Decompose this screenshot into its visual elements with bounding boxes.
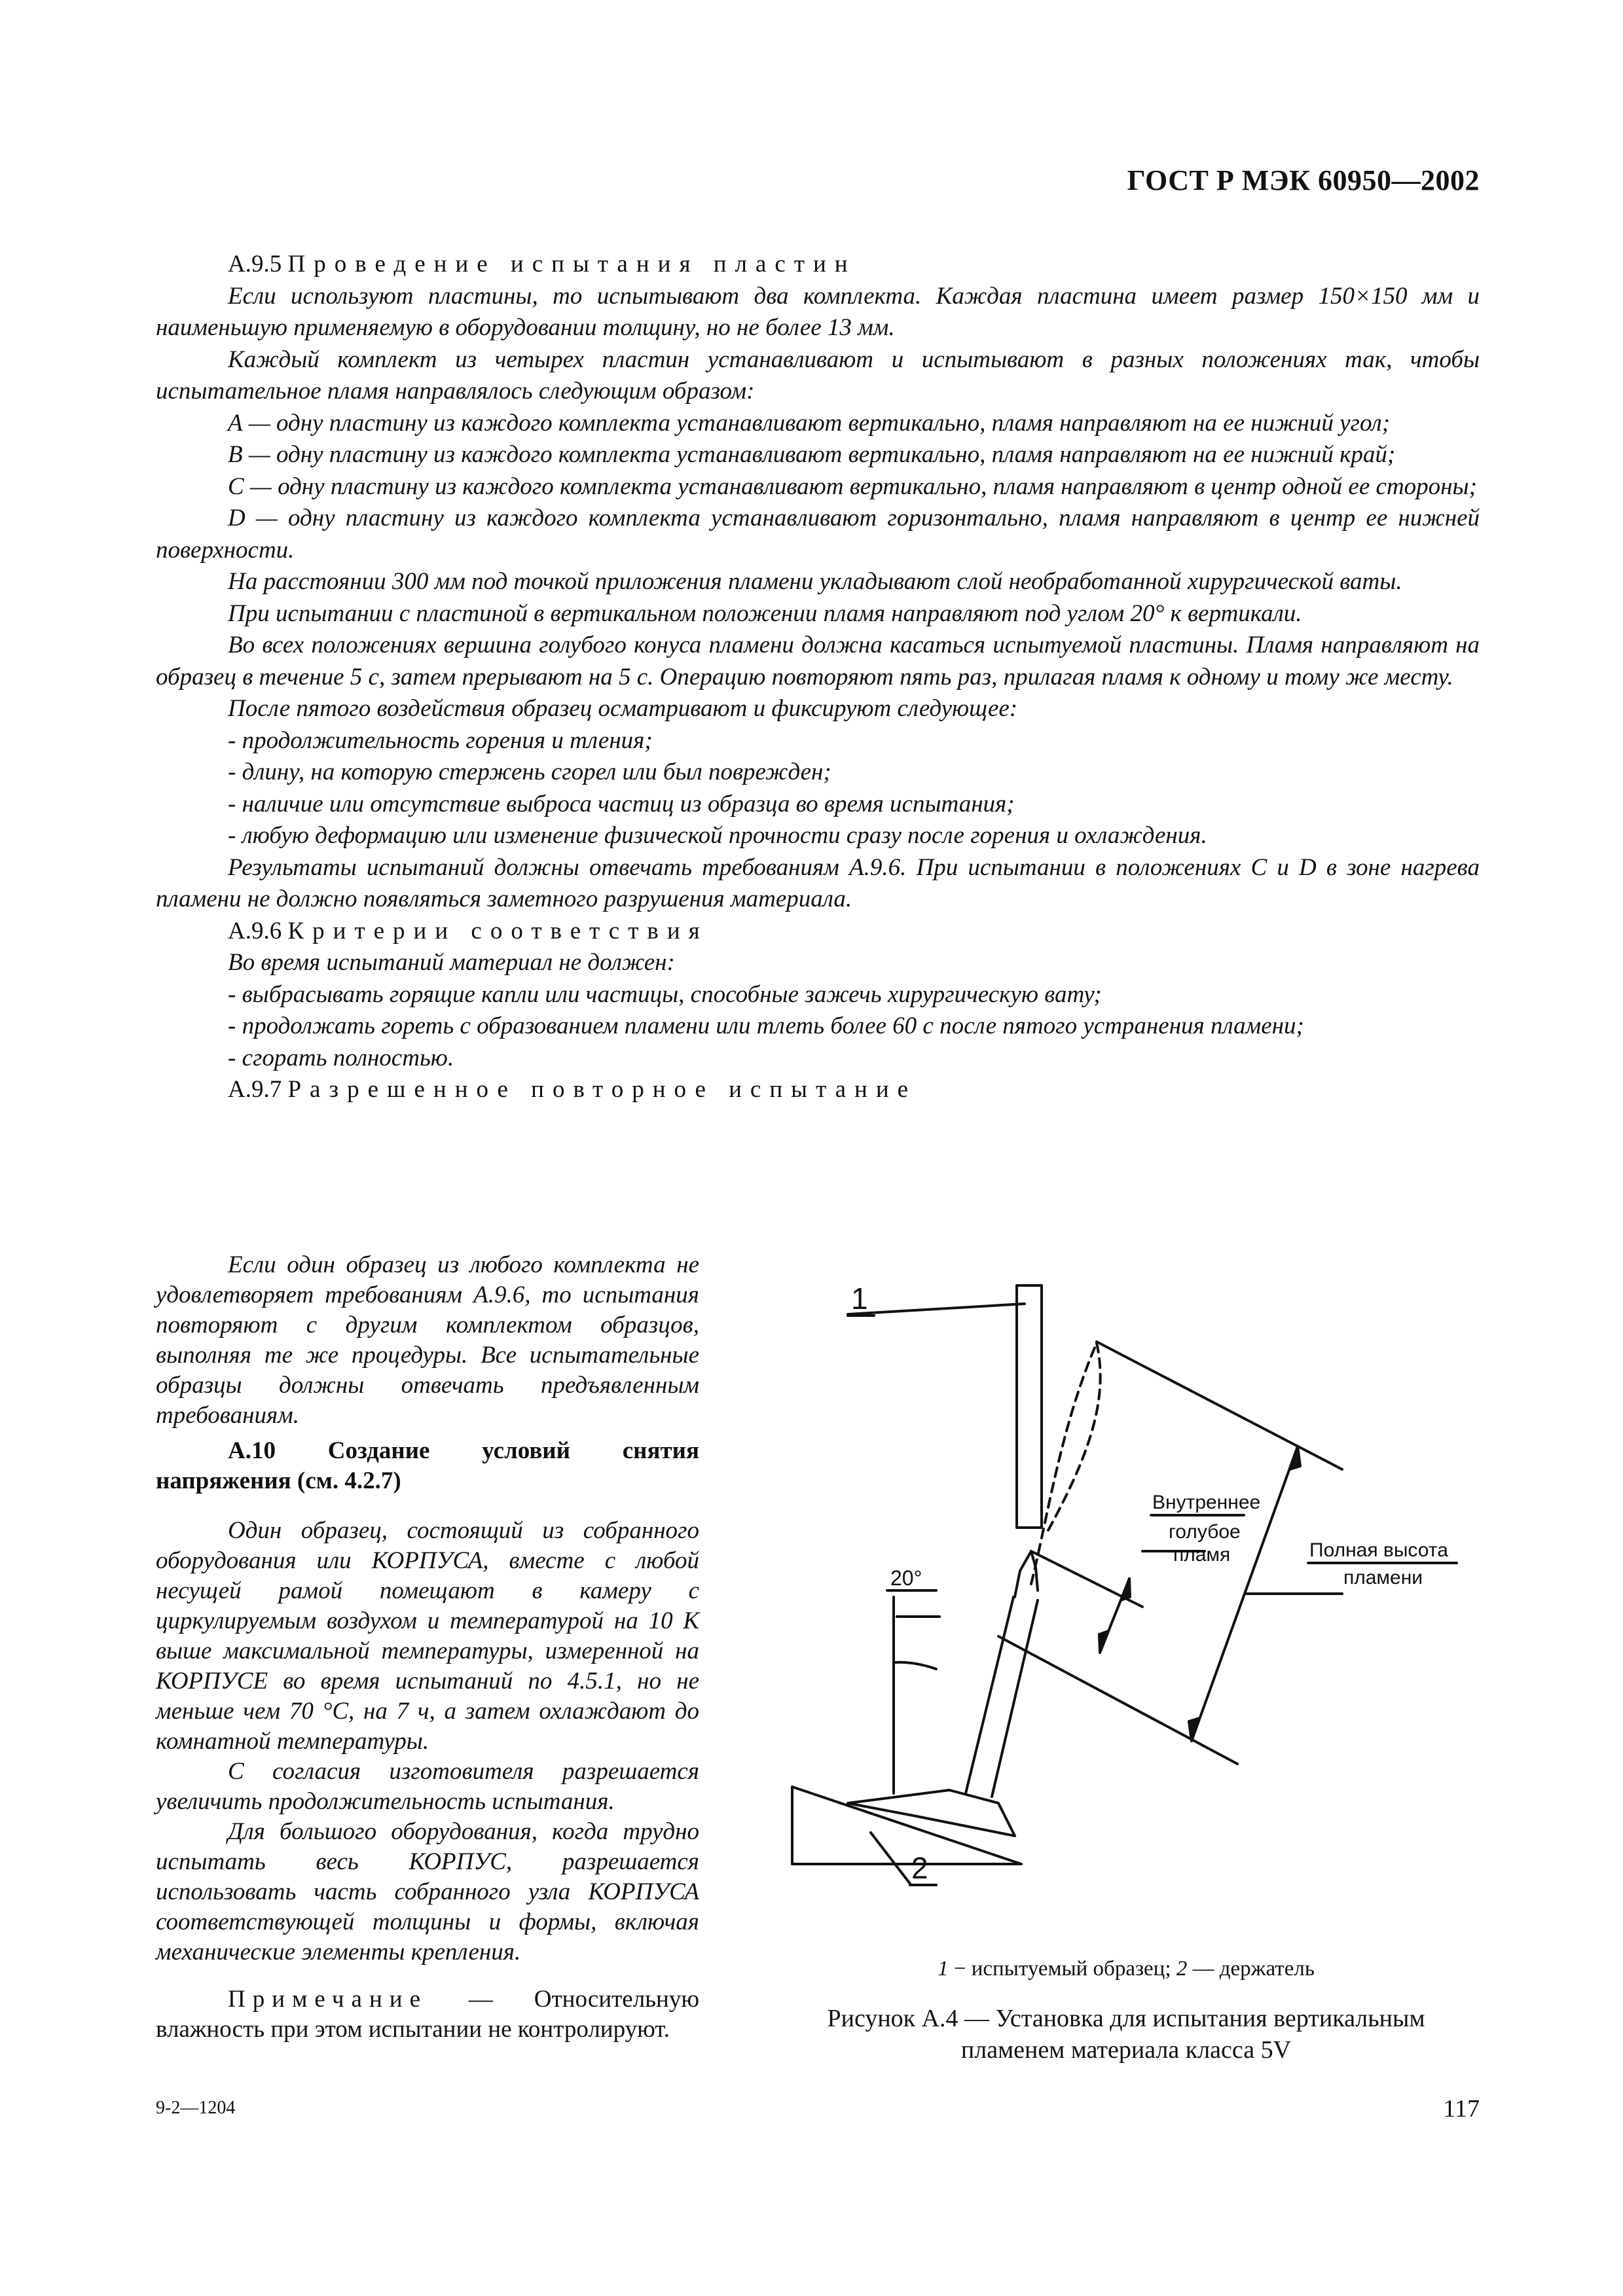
inner-flame-label-1: Внутреннее — [1152, 1492, 1261, 1513]
page-number: 117 — [1443, 2095, 1480, 2123]
left-column — [156, 1250, 699, 2045]
section-a96-title: Критерии соответствия — [287, 917, 708, 944]
a10-paragraph-3: Для большого оборудования, когда трудно испытать весь КОРПУС, разрешается использовать часть собранного узла КОРПУСА соответствующей толщины и формы, включая механические элементы крепления. — [156, 1818, 699, 1965]
legend-text-2: — держатель — [1187, 1957, 1315, 1981]
section-a95-title: Проведение испытания пластин — [287, 251, 856, 278]
figure-caption-line-1: Рисунок А.4 — Установка для испытания вертикальным — [827, 2005, 1425, 2032]
holder-base — [792, 1787, 1021, 1864]
a10-paragraph-1: Один образец, состоящий из собранного оборудования или КОРПУСА, вместе с любой несущей рамой помещают в камеру с циркулируемым воздухом и температурой на 10 К выше максимальной температуры, измеренной на КОРПУСЕ во время испытаний по 4.5.1, но не меньше чем 70 °С, на 7 ч, а затем охлаждают до комнатной температуры. — [156, 1517, 699, 1755]
figure-legend — [773, 1957, 1480, 1981]
figure-a4-diagram — [773, 1244, 1493, 1937]
legend-num-2: 2 — [1176, 1957, 1188, 1981]
burner-tube-right — [992, 1600, 1038, 1797]
a95-list-item-2: - длину, на которую стержень сгорел или был поврежден; — [228, 759, 831, 785]
figure-label-2: 2 — [911, 1851, 928, 1885]
a95-list-item-4: - любую деформацию или изменение физической прочности сразу после горения и охлаждения. — [228, 822, 1207, 849]
a96-list-item-3: - сгорать полностью. — [228, 1044, 454, 1071]
a95-item-a: А — одну пластину из каждого комплекта устанавливают вертикально, пламя направляют на ее нижний угол; — [228, 409, 1391, 437]
label-1-leader — [848, 1304, 1025, 1314]
a97-paragraph: Если один образец из любого комплекта не удовлетворяет требованиям А.9.6, то испытания повторяют с другим комплектом образцов, выполняя те же процедуры. Все испытательные образцы должны отвечать предъявленным требованиям. — [156, 1251, 699, 1429]
standard-header: ГОСТ Р МЭК 60950—2002 — [1127, 164, 1480, 196]
a95-paragraph-angle: При испытании с пластиной в вертикальном положении пламя направляют под углом 20° к вертикали. — [228, 600, 1302, 627]
a95-item-d: D — одну пластину из каждого комплекта устанавливают горизонтально, пламя направляют в центр ее нижней поверхности. — [156, 505, 1480, 564]
a10-note — [156, 1984, 699, 2045]
section-a95-heading — [156, 249, 1480, 281]
figure-caption-line-2: пламенем материала класса 5V — [960, 2036, 1292, 2064]
inner-flame-label-2: голубое — [1169, 1521, 1241, 1543]
a95-paragraph-cone: Во всех положениях вершина голубого конуса пламени должна касаться испытуемой пластины. Пламя направляют на образец в течение 5 с, затем прерывают на 5 с. Операцию повторяют пять раз, прилагая пламя к одному и тому же месту. — [156, 632, 1480, 691]
a95-item-c: С — одну пластину из каждого комплекта устанавливают вертикально, пламя направляют в центр одной ее стороны; — [228, 473, 1477, 500]
inner-height-arrow-bottom — [1099, 1631, 1108, 1653]
a95-paragraph-1: Если используют пластины, то испытывают два комплекта. Каждая пластина имеет размер 150×150 мм и наименьшую применяемую в оборудовании толщину, но не более 13 мм. — [156, 282, 1480, 341]
full-height-label-1: Полная высота — [1309, 1539, 1448, 1561]
specimen-bar — [1017, 1285, 1042, 1528]
section-a10-heading: А.10 Создание условий снятия напряжения (см. 4.2.7) — [156, 1437, 699, 1494]
a95-paragraph-cotton: На расстоянии 300 мм под точкой приложения пламени укладывают слой необработанной хирургической ваты. — [228, 568, 1402, 595]
section-a97-number: А.9.7 — [228, 1076, 282, 1103]
angle-label: 20° — [890, 1566, 922, 1590]
a95-paragraph-results: Результаты испытаний должны отвечать требованиям А.9.6. При испытании в положениях С и D в зоне нагрева пламени не должно появляться заметного разрушения материала. — [156, 853, 1480, 912]
figure-label-1: 1 — [851, 1282, 868, 1316]
label-2-leader — [871, 1833, 910, 1884]
inner-height-arrow-top — [1121, 1579, 1130, 1600]
section-a97-title: Разрешенное повторное испытание — [287, 1076, 917, 1103]
a96-list-item-1: - выбрасывать горящие капли или частицы, способные зажечь хирургическую вату; — [228, 980, 1102, 1008]
a10-paragraph-2: С согласия изготовителя разрешается увеличить продолжительность испытания. — [156, 1758, 699, 1815]
section-a96-heading — [156, 916, 1480, 948]
full-height-extension-bottom — [998, 1636, 1237, 1764]
a95-list-item-3: - наличие или отсутствие выброса частиц из образца во время испытания; — [228, 790, 1015, 817]
inner-flame-label-3: пламя — [1173, 1544, 1231, 1566]
legend-text-1: − испытуемый образец; — [948, 1957, 1176, 1981]
full-height-extension-top — [1097, 1342, 1342, 1469]
note-label: Примечание — [228, 1986, 428, 2013]
inner-flame-cone — [1015, 1551, 1038, 1597]
a95-paragraph-2: Каждый комплект из четырех пластин устанавливают и испытывают в разных положениях так, чтобы испытательное пламя направлялось следующим образом: — [156, 346, 1480, 404]
main-text-full-width — [156, 249, 1480, 1106]
section-a97-heading — [156, 1074, 1480, 1106]
a96-list-item-2: - продолжать гореть с образованием пламени или тлеть более 60 с после пятого устранения пламени; — [228, 1013, 1304, 1039]
angle-arc — [894, 1662, 936, 1669]
a95-paragraph-inspect: После пятого воздействия образец осматривают и фиксируют следующее: — [228, 695, 1018, 722]
burner-tube-left — [966, 1597, 1013, 1793]
full-height-label-2: пламени — [1343, 1567, 1423, 1588]
section-a96-number: А.9.6 — [228, 917, 282, 944]
outer-flame-curve — [1048, 1343, 1101, 1532]
footer-code: 9-2—1204 — [156, 2098, 236, 2118]
section-a95-number: А.9.5 — [228, 251, 282, 278]
a95-list-item-1: - продолжительность горения и тления; — [228, 726, 653, 754]
a96-paragraph-1: Во время испытаний материал не должен: — [228, 949, 675, 976]
legend-num-1: 1 — [938, 1957, 949, 1981]
note-text: — Относительную влажность при этом испытании не контролируют. — [156, 1986, 699, 2043]
figure-caption — [773, 2003, 1480, 2066]
a95-item-b: В — одну пластину из каждого комплекта устанавливают вертикально, пламя направляют на ее нижний край; — [228, 441, 1396, 468]
